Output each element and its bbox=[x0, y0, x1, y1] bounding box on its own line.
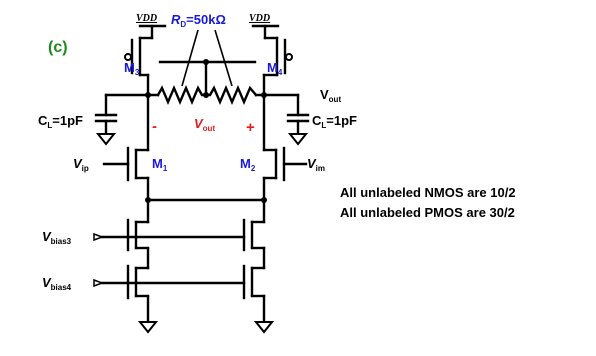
note-pmos-size: All unlabeled PMOS are 30/2 bbox=[340, 205, 515, 220]
vbias4-label: $V_{bias4}$ bbox=[42, 275, 72, 292]
ground-left bbox=[140, 322, 156, 332]
resistor-label: $R_D=50k\Omega$ bbox=[171, 12, 226, 29]
vdd-right-symbol bbox=[249, 13, 278, 38]
vout-diff-label: $V_{out}$ bbox=[194, 116, 216, 133]
label-m3: $M_3$ bbox=[124, 60, 140, 77]
vout-minus-sign: - bbox=[152, 118, 157, 135]
vbias3-label: $V_{bias3}$ bbox=[42, 229, 72, 246]
tail-bus bbox=[145, 197, 267, 203]
vim-label: $V_{im}$ bbox=[307, 156, 326, 173]
label-m2: $M_2$ bbox=[240, 156, 256, 173]
bias4-line bbox=[94, 280, 244, 286]
nmos-m2 bbox=[264, 95, 306, 200]
vip-label: $V_{ip}$ bbox=[73, 156, 89, 173]
nmos-bias3-left bbox=[128, 200, 148, 268]
vout-label: $V_{out}$ bbox=[320, 87, 342, 104]
load-cap-left bbox=[96, 95, 116, 144]
nmos-bias4-left bbox=[128, 266, 156, 332]
bias3-line bbox=[94, 234, 244, 240]
svg-text:VDD: VDD bbox=[249, 13, 271, 24]
svg-text:VDD: VDD bbox=[136, 13, 158, 24]
resistor-rd-left bbox=[158, 88, 206, 102]
resistor-rd-right bbox=[206, 88, 256, 102]
label-m4: $M_4$ bbox=[267, 60, 283, 77]
note-nmos-size: All unlabeled NMOS are 10/2 bbox=[340, 185, 516, 200]
nmos-m1 bbox=[104, 95, 148, 200]
label-m1: $M_1$ bbox=[152, 156, 168, 173]
load-cap-left-label: $C_L=1pF$ bbox=[38, 113, 83, 130]
figure-label: (c) bbox=[48, 39, 68, 56]
vdd-left-symbol bbox=[136, 13, 165, 38]
nmos-bias4-right bbox=[244, 266, 272, 332]
ground-right bbox=[256, 322, 272, 332]
load-cap-right-label: $C_L=1pF$ bbox=[312, 113, 357, 130]
resistor-pointer-left bbox=[182, 30, 198, 86]
load-cap-right bbox=[288, 95, 308, 144]
nmos-bias3-right bbox=[244, 200, 264, 268]
vout-plus-sign: + bbox=[246, 119, 255, 136]
resistor-pointer-right bbox=[215, 30, 232, 86]
